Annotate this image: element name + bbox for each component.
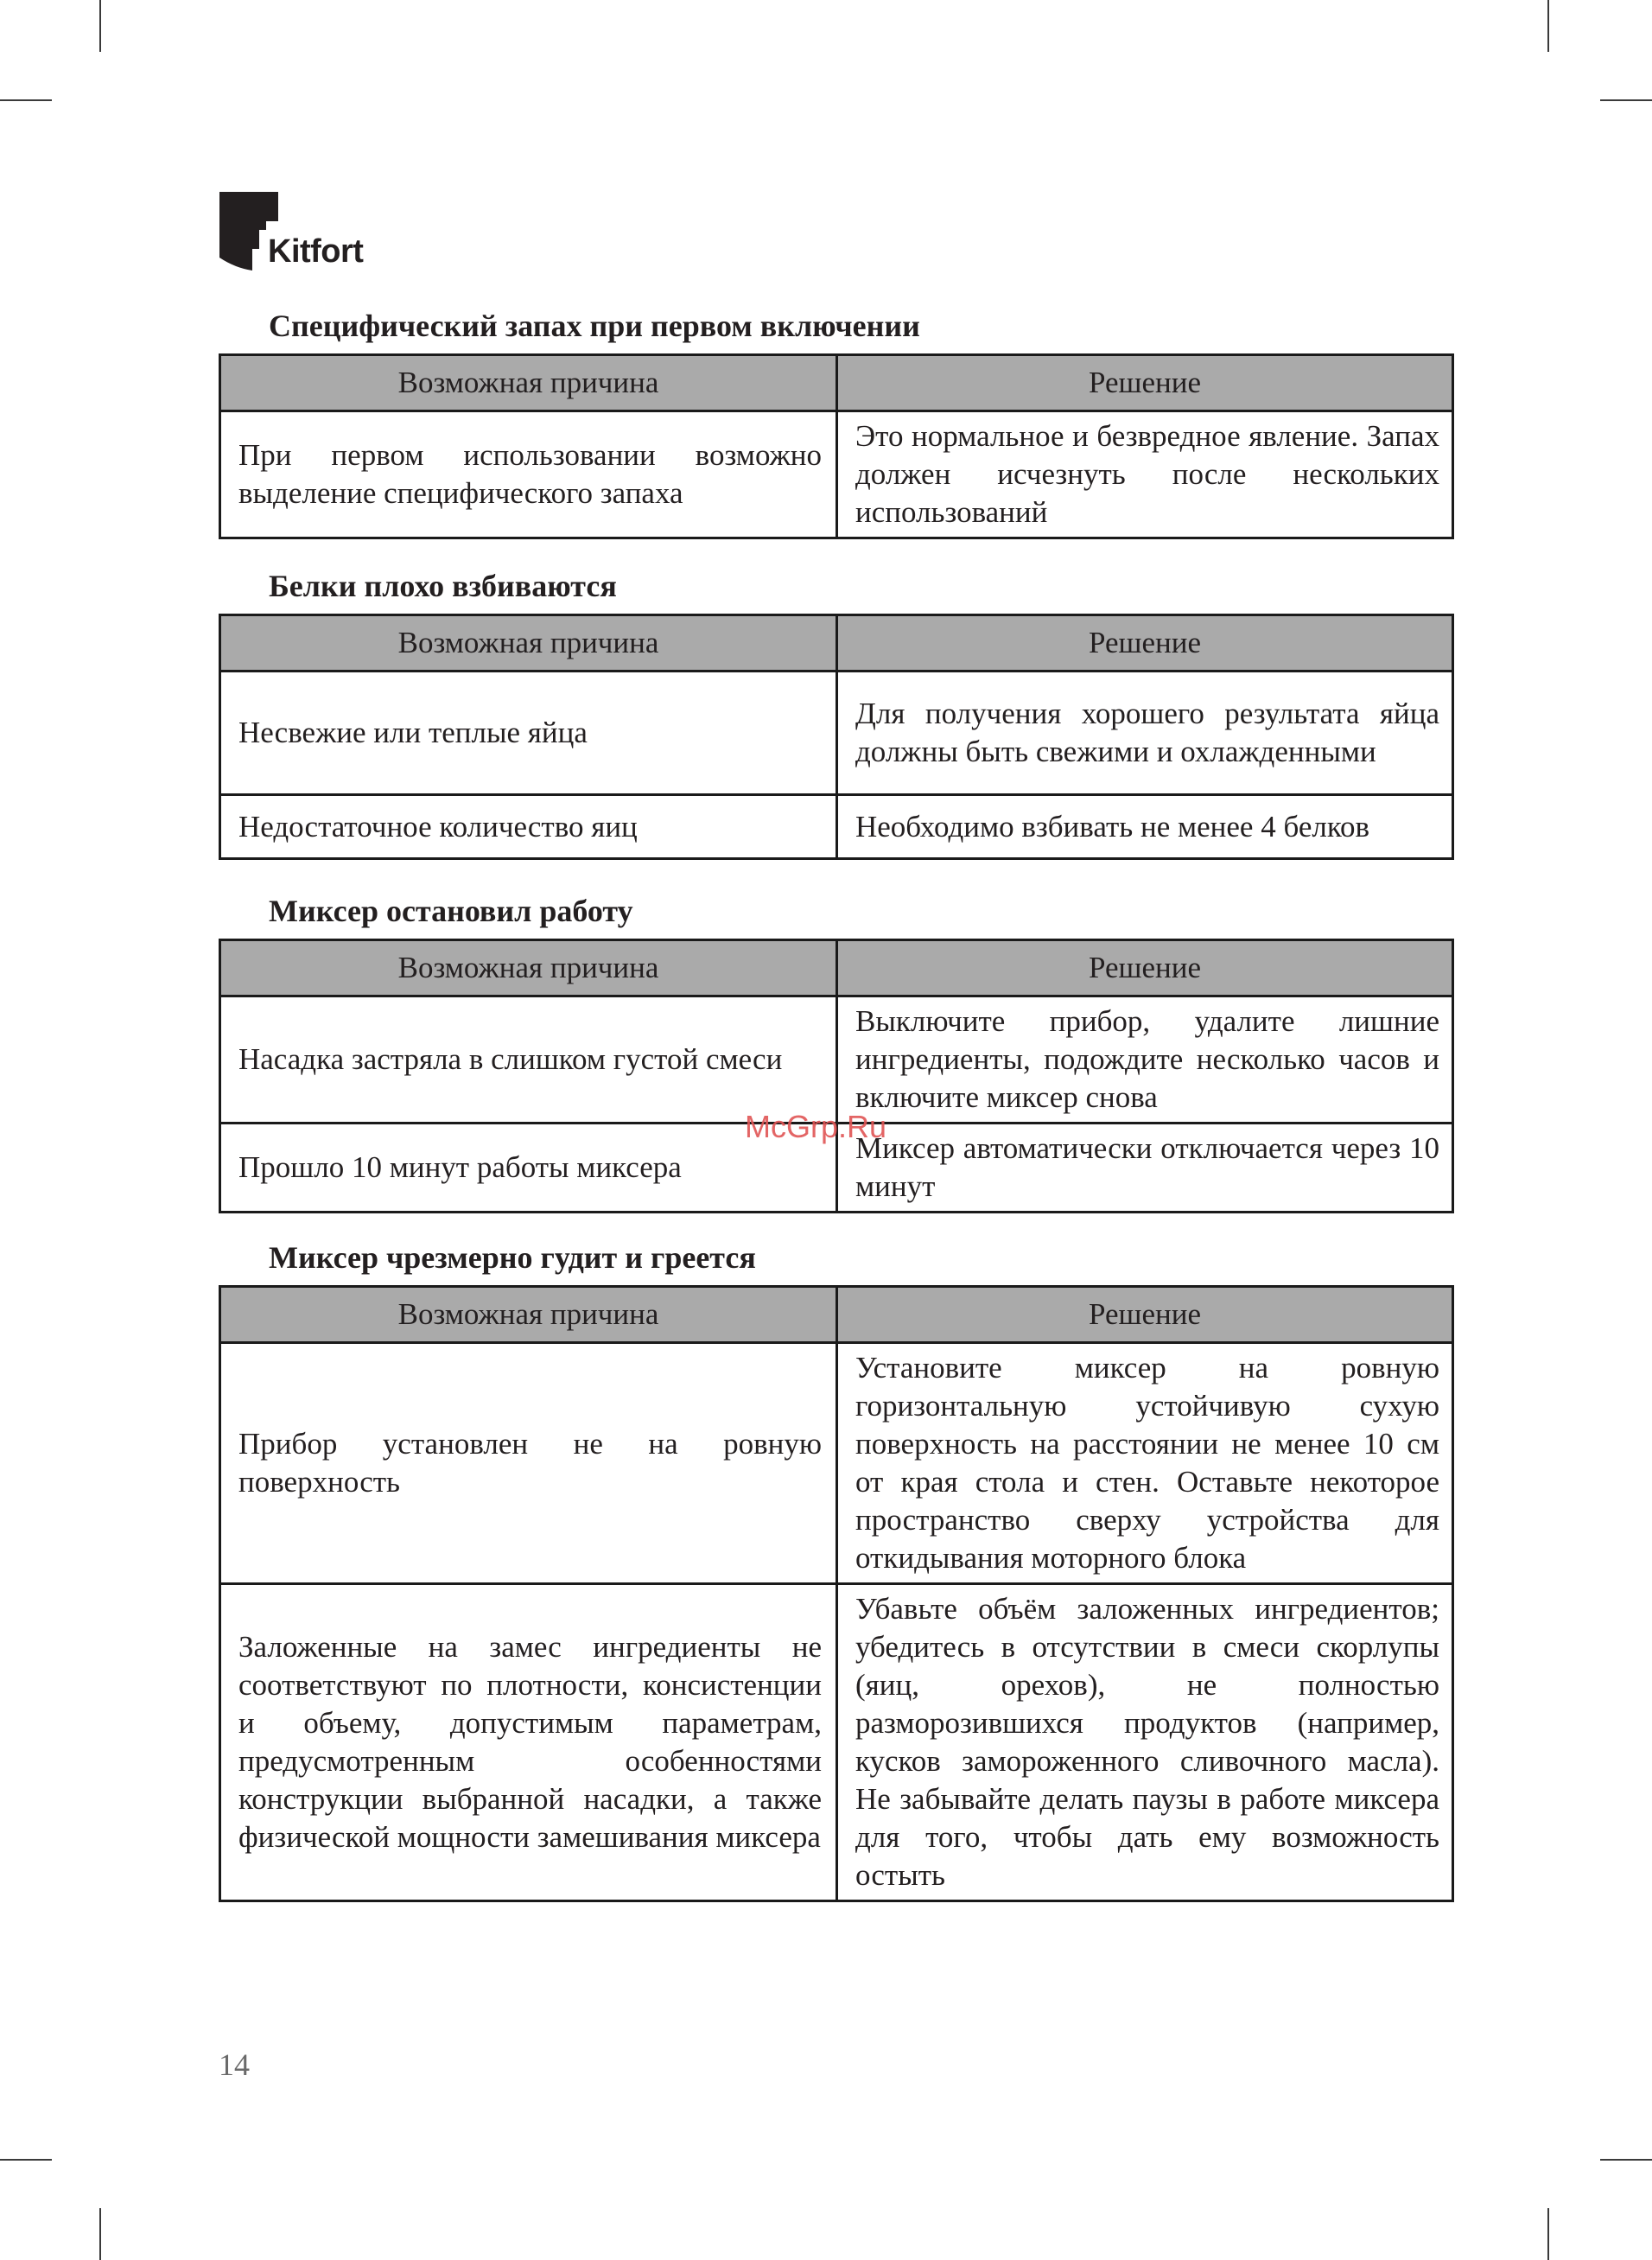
crop-mark bbox=[1600, 2159, 1652, 2161]
table-row bbox=[220, 1584, 1453, 1901]
header-cause: Возможная причина bbox=[220, 355, 837, 411]
table-row bbox=[220, 411, 1453, 538]
header-cause: Возможная причина bbox=[220, 615, 837, 672]
header-cause: Возможная причина bbox=[220, 1287, 837, 1343]
header-solution: Решение bbox=[837, 355, 1453, 411]
cause-cell: Насадка застряла в слишком густой смеси bbox=[220, 996, 837, 1124]
troubleshooting-table bbox=[219, 1285, 1454, 1902]
table-header-row bbox=[220, 940, 1453, 996]
section-noise bbox=[219, 1238, 1452, 1902]
crop-mark bbox=[99, 0, 101, 52]
table-row bbox=[220, 1343, 1453, 1584]
cause-cell: Несвежие или теплые яйца bbox=[220, 672, 837, 795]
solution-cell: Необходимо взбивать не менее 4 белков bbox=[837, 795, 1453, 859]
solution-cell: Установите миксер на ровную горизонтальную устойчивую сухую поверхность на расстоянии не менее 10 см от края стола и стен. Оставьте некоторое пространство сверху устройства для откидывания моторного блока bbox=[837, 1343, 1453, 1584]
cause-cell: Прошло 10 минут работы миксера bbox=[220, 1124, 837, 1213]
section-title: Миксер остановил работу bbox=[269, 894, 633, 928]
crop-mark bbox=[0, 2159, 52, 2161]
section-title: Белки плохо взбиваются bbox=[269, 569, 617, 603]
section-stopped bbox=[219, 892, 1452, 1213]
crop-mark bbox=[1547, 0, 1549, 52]
header-solution: Решение bbox=[837, 940, 1453, 996]
table-row bbox=[220, 672, 1453, 795]
solution-cell: Для получения хорошего результата яйца должны быть свежими и охлажденными bbox=[837, 672, 1453, 795]
cause-cell: Заложенные на замес ингредиенты не соответствуют по плотности, консистенции и объему, допустимым параметрам, предусмотренным особенностями конструкции выбранной насадки, а также физической мощности замешивания миксера bbox=[220, 1584, 837, 1901]
troubleshooting-table bbox=[219, 614, 1454, 860]
solution-cell: Миксер автоматически отключается через 10 минут bbox=[837, 1124, 1453, 1213]
cause-cell: Недостаточное количество яиц bbox=[220, 795, 837, 859]
troubleshooting-table bbox=[219, 939, 1454, 1213]
cause-cell: При первом использовании возможно выделение специфического запаха bbox=[220, 411, 837, 538]
solution-cell: Это нормальное и безвредное явление. Запах должен исчезнуть после нескольких использований bbox=[837, 411, 1453, 538]
watermark: McGrp.Ru bbox=[745, 1109, 887, 1144]
crop-mark bbox=[0, 99, 52, 101]
cause-cell: Прибор установлен не на ровную поверхность bbox=[220, 1343, 837, 1584]
table-row bbox=[220, 996, 1453, 1124]
brand-logo bbox=[218, 188, 391, 275]
crop-mark bbox=[99, 2208, 101, 2260]
header-cause: Возможная причина bbox=[220, 940, 837, 996]
solution-cell: Убавьте объём заложенных ингредиентов; убедитесь в отсутствии в смеси скорлупы (яиц, орехов), не полностью разморозившихся продуктов (например, кусков замороженного сливочного масла). Не забывайте делать паузы в работе миксера для того, чтобы дать ему возможность остыть bbox=[837, 1584, 1453, 1901]
table-row bbox=[220, 795, 1453, 859]
section-odor bbox=[219, 307, 1452, 539]
crop-mark bbox=[1547, 2208, 1549, 2260]
section-whites bbox=[219, 567, 1452, 860]
table-header-row bbox=[220, 615, 1453, 672]
crop-mark bbox=[1600, 99, 1652, 101]
table-header-row bbox=[220, 355, 1453, 411]
header-solution: Решение bbox=[837, 615, 1453, 672]
page-number: 14 bbox=[219, 2047, 250, 2082]
section-title: Миксер чрезмерно гудит и греется bbox=[269, 1240, 756, 1275]
solution-cell: Выключите прибор, удалите лишние ингредиенты, подождите несколько часов и включите миксер снова bbox=[837, 996, 1453, 1124]
troubleshooting-table bbox=[219, 353, 1454, 539]
brand-name: Kitfort bbox=[268, 233, 364, 270]
table-header-row bbox=[220, 1287, 1453, 1343]
header-solution: Решение bbox=[837, 1287, 1453, 1343]
section-title: Специфический запах при первом включении bbox=[269, 309, 920, 343]
